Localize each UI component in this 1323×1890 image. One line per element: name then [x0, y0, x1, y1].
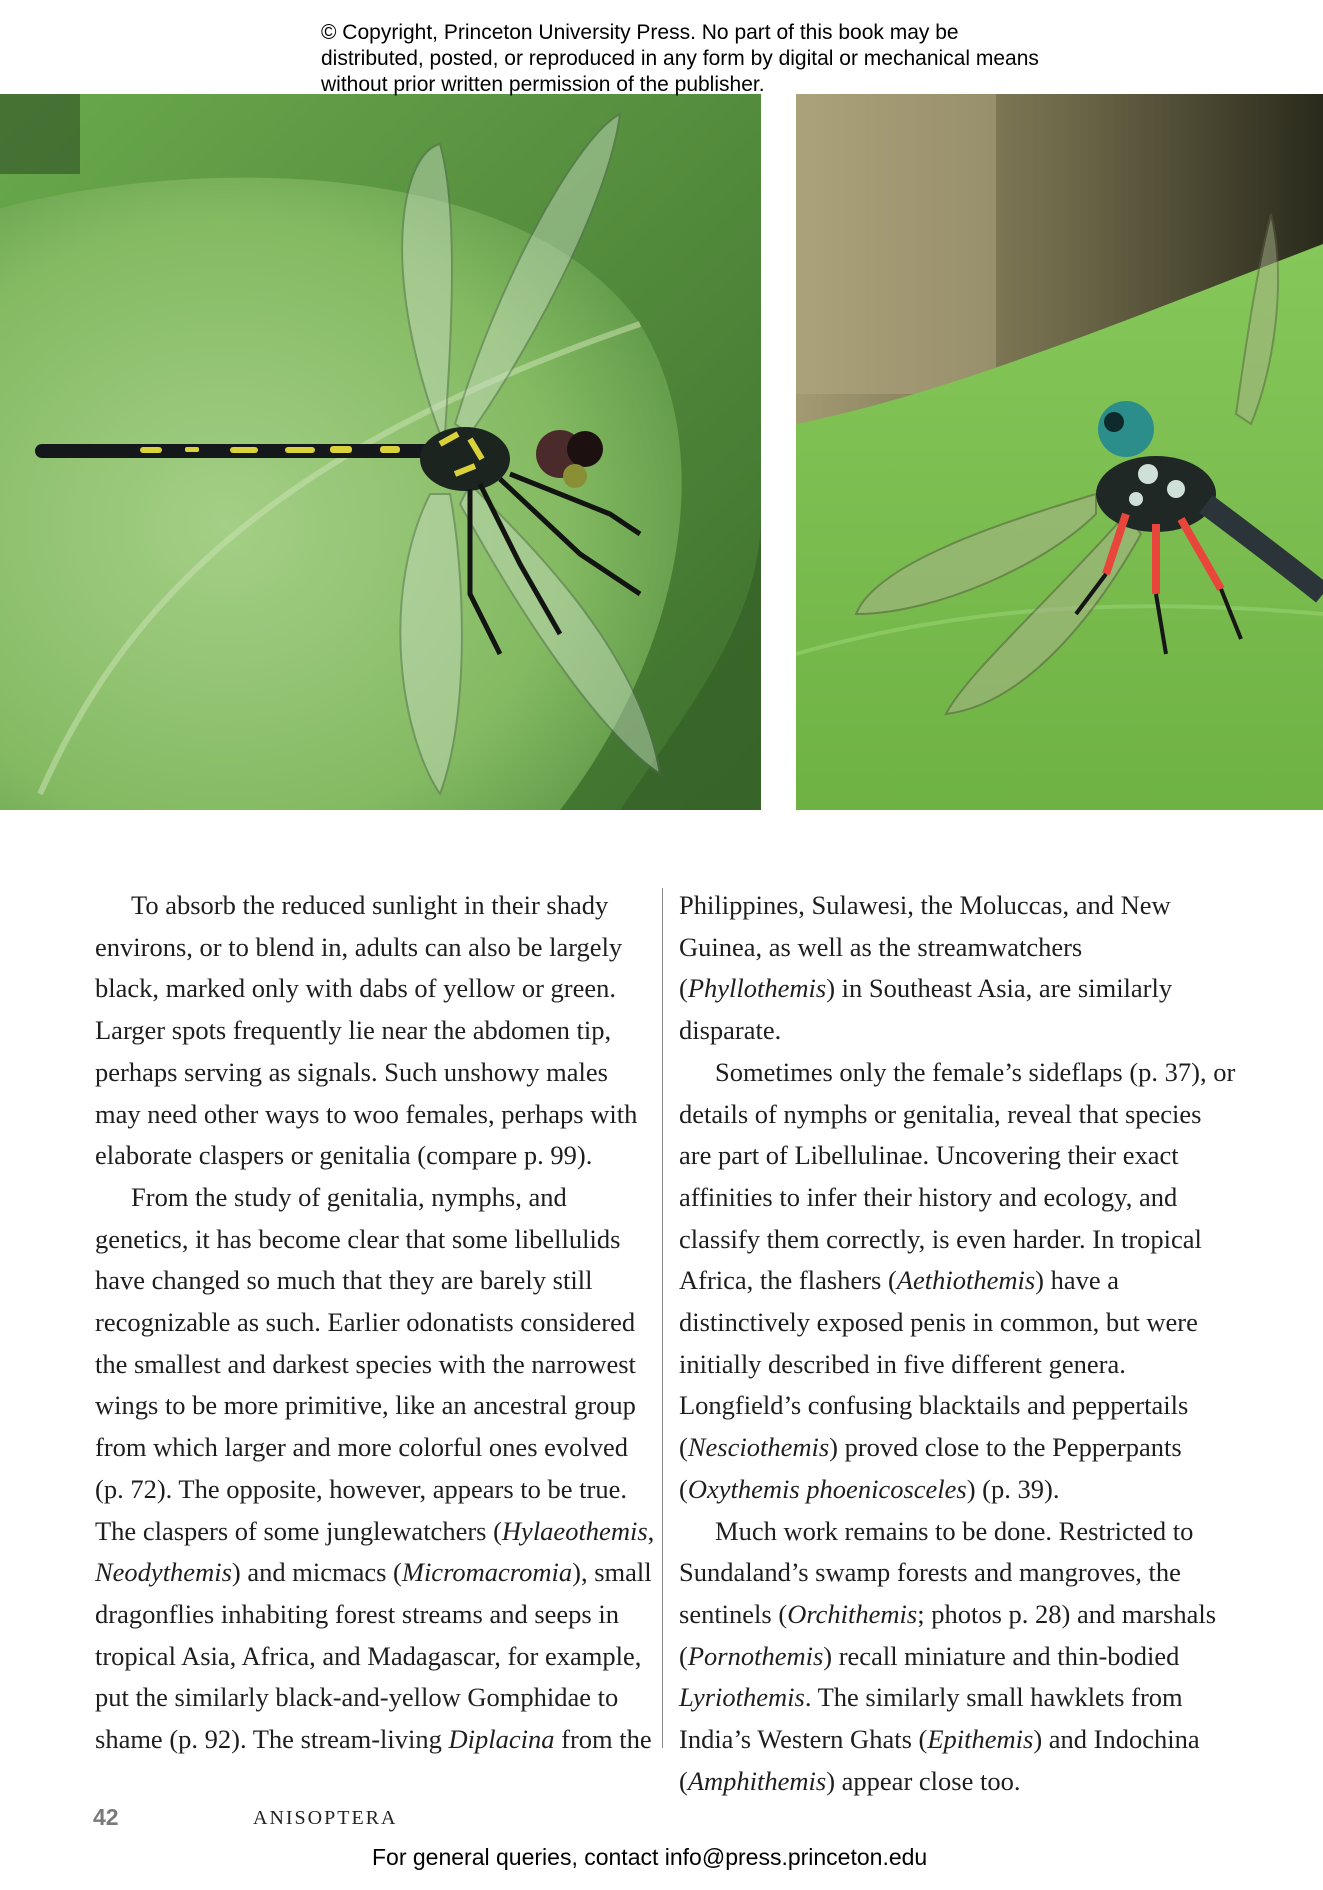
- genus-name: Neodythemis: [95, 1557, 232, 1588]
- text-run: ) have a distinctively exposed penis in common, but were initially described in five different genera. Longfield’s confusing blacktails and peppertails (: [679, 1265, 1198, 1463]
- genus-name: Phyllothemis: [687, 973, 827, 1004]
- genus-name: Aethiothemis: [896, 1265, 1036, 1296]
- genus-name: Oxythemis phoenicosceles: [687, 1473, 967, 1504]
- text-run: ) (p. 39).: [966, 1473, 1060, 1504]
- text-run: ) proved close to the Pepperpants (: [679, 1432, 1182, 1504]
- genus-name: Micromacromia: [401, 1557, 573, 1588]
- text-run: ; photos p. 28) and marshals (: [679, 1598, 1217, 1671]
- text-run: Philippines, Sulawesi, the Moluccas, and New Guinea, as well as the streamwatchers (: [679, 890, 1171, 1004]
- dragonfly-photo-left: [0, 94, 761, 810]
- text-run: Much work remains to be done. Restricted to Sundaland’s swamp forests and mangroves, the sentinels (: [679, 1515, 1194, 1629]
- text-run: from the: [554, 1724, 652, 1755]
- text-run: ), small dragonflies inhabiting forest streams and seeps in tropical Asia, Africa, and Madagascar, for example, put the similarly black-and-yellow Gomphidae to shame (p. 92). The stream-living: [95, 1557, 652, 1755]
- text-run: ) and Indochina (: [679, 1724, 1200, 1796]
- body-paragraph: [679, 1052, 1239, 1511]
- genus-name: Pornothemis: [687, 1640, 824, 1671]
- genus-name: Amphithemis: [687, 1765, 827, 1796]
- genus-name: Lyriothemis: [679, 1682, 805, 1713]
- text-run: ) recall miniature and thin-bodied: [823, 1640, 1180, 1671]
- text-run: ) appear close too.: [826, 1765, 1021, 1796]
- text-run: To absorb the reduced sunlight in their shady environs, or to blend in, adults can also be largely black, marked only with dabs of yellow or green. Larger spots frequently lie near the abdomen tip, perhaps serving as signals. Such unshowy males may need other ways to woo females, perhaps with elaborate claspers or genitalia (compare p. 99).: [95, 890, 638, 1171]
- body-paragraph: [95, 885, 660, 1177]
- body-paragraph: [95, 1177, 660, 1761]
- body-paragraph: [679, 885, 1239, 1052]
- text-run: ) and micmacs (: [231, 1557, 402, 1588]
- genus-name: Orchithemis: [787, 1598, 918, 1629]
- page-number: 42: [93, 1804, 119, 1830]
- body-column-left: [95, 885, 660, 1761]
- dragonfly-photo-right: [796, 94, 1323, 810]
- text-run: ) in Southeast Asia, are similarly disparate.: [679, 973, 1173, 1046]
- text-run: Sometimes only the female’s sideflaps (p. 37), or details of nymphs or genitalia, reveal that species are part of Libellulinae. Uncovering their exact affinities to infer their history and ecology, and classify them correctly, is even harder. In tropical Africa, the flashers (: [679, 1056, 1236, 1296]
- body-paragraph: [679, 1511, 1239, 1803]
- text-run: . The similarly small hawklets from India’s Western Ghats (: [679, 1682, 1183, 1755]
- copyright-notice: © Copyright, Princeton University Press. No part of this book may be distributed, posted, or reproduced in any form by digital or mechanical means without prior written permission of the publisher.: [321, 21, 1039, 96]
- genus-name: Nesciothemis: [687, 1432, 830, 1463]
- contact-line: For general queries, contact info@press.princeton.edu: [372, 1844, 928, 1870]
- genus-name: Diplacina: [448, 1724, 555, 1755]
- column-divider: [662, 888, 663, 1748]
- text-run: ,: [647, 1515, 655, 1546]
- running-head: ANISOPTERA: [253, 1807, 398, 1829]
- genus-name: Hylaeothemis: [501, 1515, 648, 1546]
- body-column-right: [679, 885, 1239, 1802]
- genus-name: Epithemis: [927, 1724, 1034, 1755]
- text-run: From the study of genitalia, nymphs, and genetics, it has become clear that some libellulids have changed so much that they are barely still recognizable as such. Earlier odonatists considered the smallest and darkest species with the narrowest wings to be more primitive, like an ancestral group from which larger and more colorful ones evolved (p. 72). The opposite, however, appears to be true. The claspers of some junglewatchers (: [95, 1181, 636, 1546]
